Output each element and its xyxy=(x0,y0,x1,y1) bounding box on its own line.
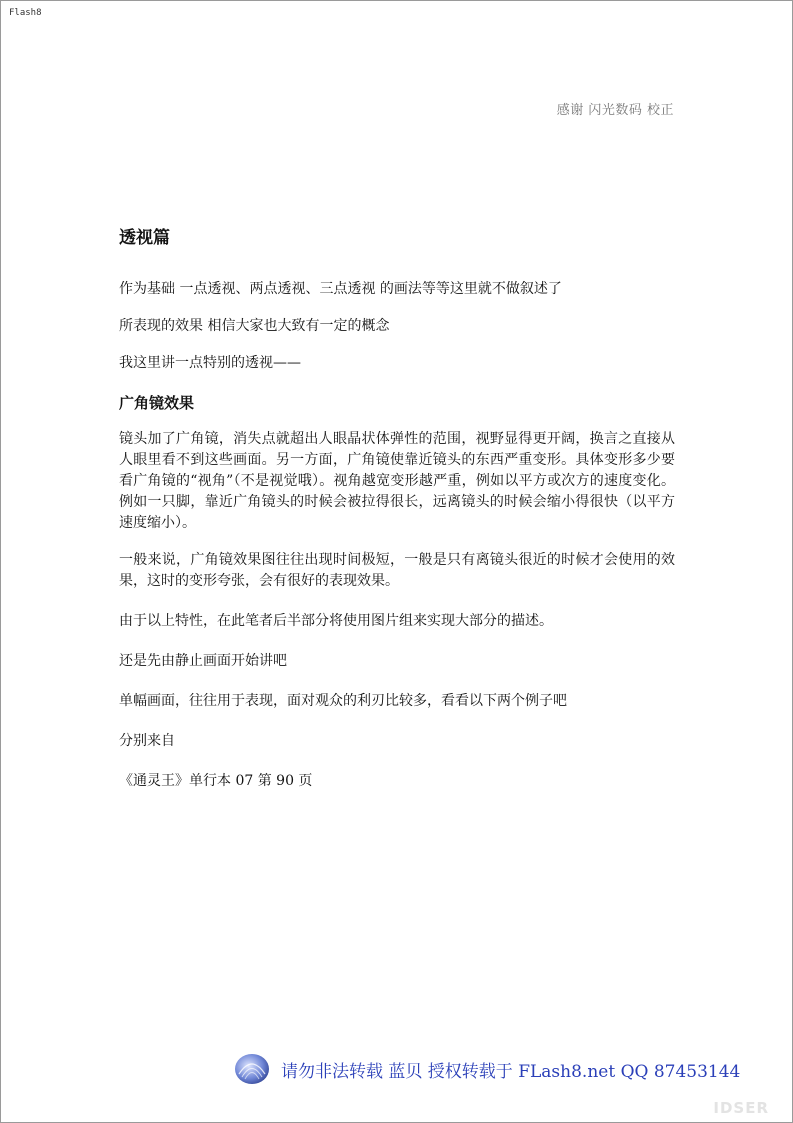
paragraph: 单幅画面，往往用于表现，面对观众的利刃比较多，看看以下两个例子吧 xyxy=(119,693,567,709)
credit-line: 感谢 闪光数码 校正 xyxy=(556,103,674,118)
paragraph: 还是先由静止画面开始讲吧 xyxy=(119,653,287,669)
footer-banner xyxy=(233,1052,740,1086)
intro-line: 我这里讲一点特别的透视—— xyxy=(119,355,301,371)
corner-label: Flash8 xyxy=(9,8,42,18)
paragraph: 由于以上特性，在此笔者后半部分将使用图片组来实现大部分的描述。 xyxy=(119,613,553,629)
article-body xyxy=(119,226,675,807)
section-subtitle: 广角镜效果 xyxy=(119,394,195,412)
paragraph: 镜头加了广角镜，消失点就超出人眼晶状体弹性的范围，视野显得更开阔，换言之直接从人眼里看不到这些画面。另一方面，广角镜使靠近镜头的东西严重变形。具体变形多少要看广角镜的“视角”（不是视觉哦）。视角越宽变形越严重，例如以平方或次方的速度变化。例如一只脚，靠近广角镜头的时候会被拉得很长，远离镜头的时候会缩小得很快（以平方速度缩小）。 xyxy=(119,431,675,531)
watermark-logo: IDSER xyxy=(713,1099,769,1117)
article-title: 透视篇 xyxy=(119,228,170,248)
footer-text: 请勿非法转载 蓝贝 授权转载于 FLash8.net QQ 87453144 xyxy=(281,1061,741,1082)
paragraph: 一般来说，广角镜效果图往往出现时间极短，一般是只有离镜头很近的时候才会使用的效果，这时的变形夸张，会有很好的表现效果。 xyxy=(119,552,675,589)
shell-logo-icon xyxy=(233,1052,271,1086)
intro-line: 所表现的效果 相信大家也大致有一定的概念 xyxy=(119,318,390,334)
paragraph: 分别来自 xyxy=(119,733,175,749)
intro-line: 作为基础 一点透视、两点透视、三点透视 的画法等等这里就不做叙述了 xyxy=(119,281,562,297)
paragraph: 《通灵王》单行本 07 第 90 页 xyxy=(119,773,313,789)
